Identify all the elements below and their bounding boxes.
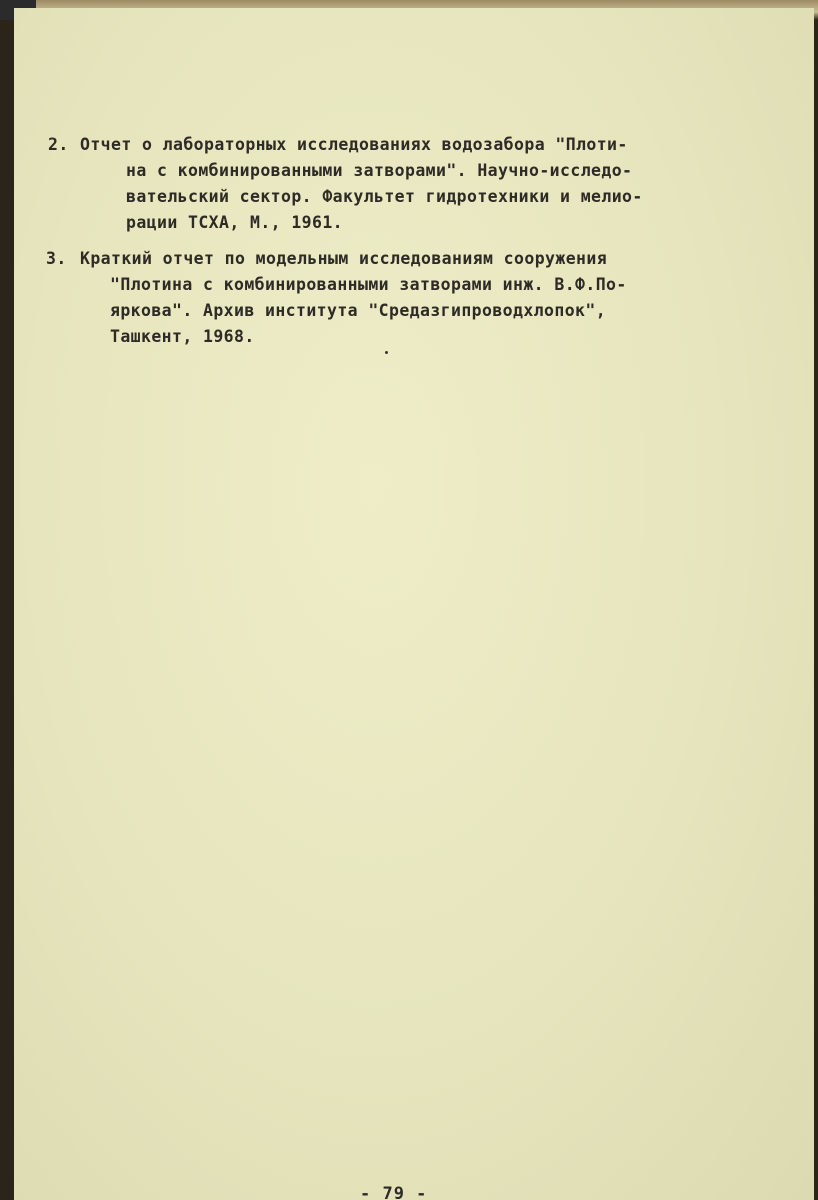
stray-mark — [385, 351, 388, 354]
reference-line: вательский сектор. Факультет гидротехники и мелио- — [126, 187, 643, 206]
reference-number: 2. — [48, 135, 69, 154]
document-page — [14, 8, 814, 1200]
reference-line: на с комбинированными затворами". Научно-исследо- — [126, 161, 633, 180]
reference-line: Краткий отчет по модельным исследованиям сооружения — [80, 249, 608, 268]
reference-line: яркова". Архив института "Средазгипроводхлопок", — [110, 301, 607, 320]
reference-number: 3. — [46, 249, 67, 268]
reference-line: Отчет о лабораторных исследованиях водозабора "Плоти- — [80, 135, 628, 154]
reference-line: рации ТСХА, М., 1961. — [126, 213, 344, 232]
reference-line: "Плотина с комбинированными затворами инж. В.Ф.По- — [110, 275, 627, 294]
page-number: - 79 - — [360, 1184, 428, 1200]
reference-line: Ташкент, 1968. — [110, 327, 255, 346]
